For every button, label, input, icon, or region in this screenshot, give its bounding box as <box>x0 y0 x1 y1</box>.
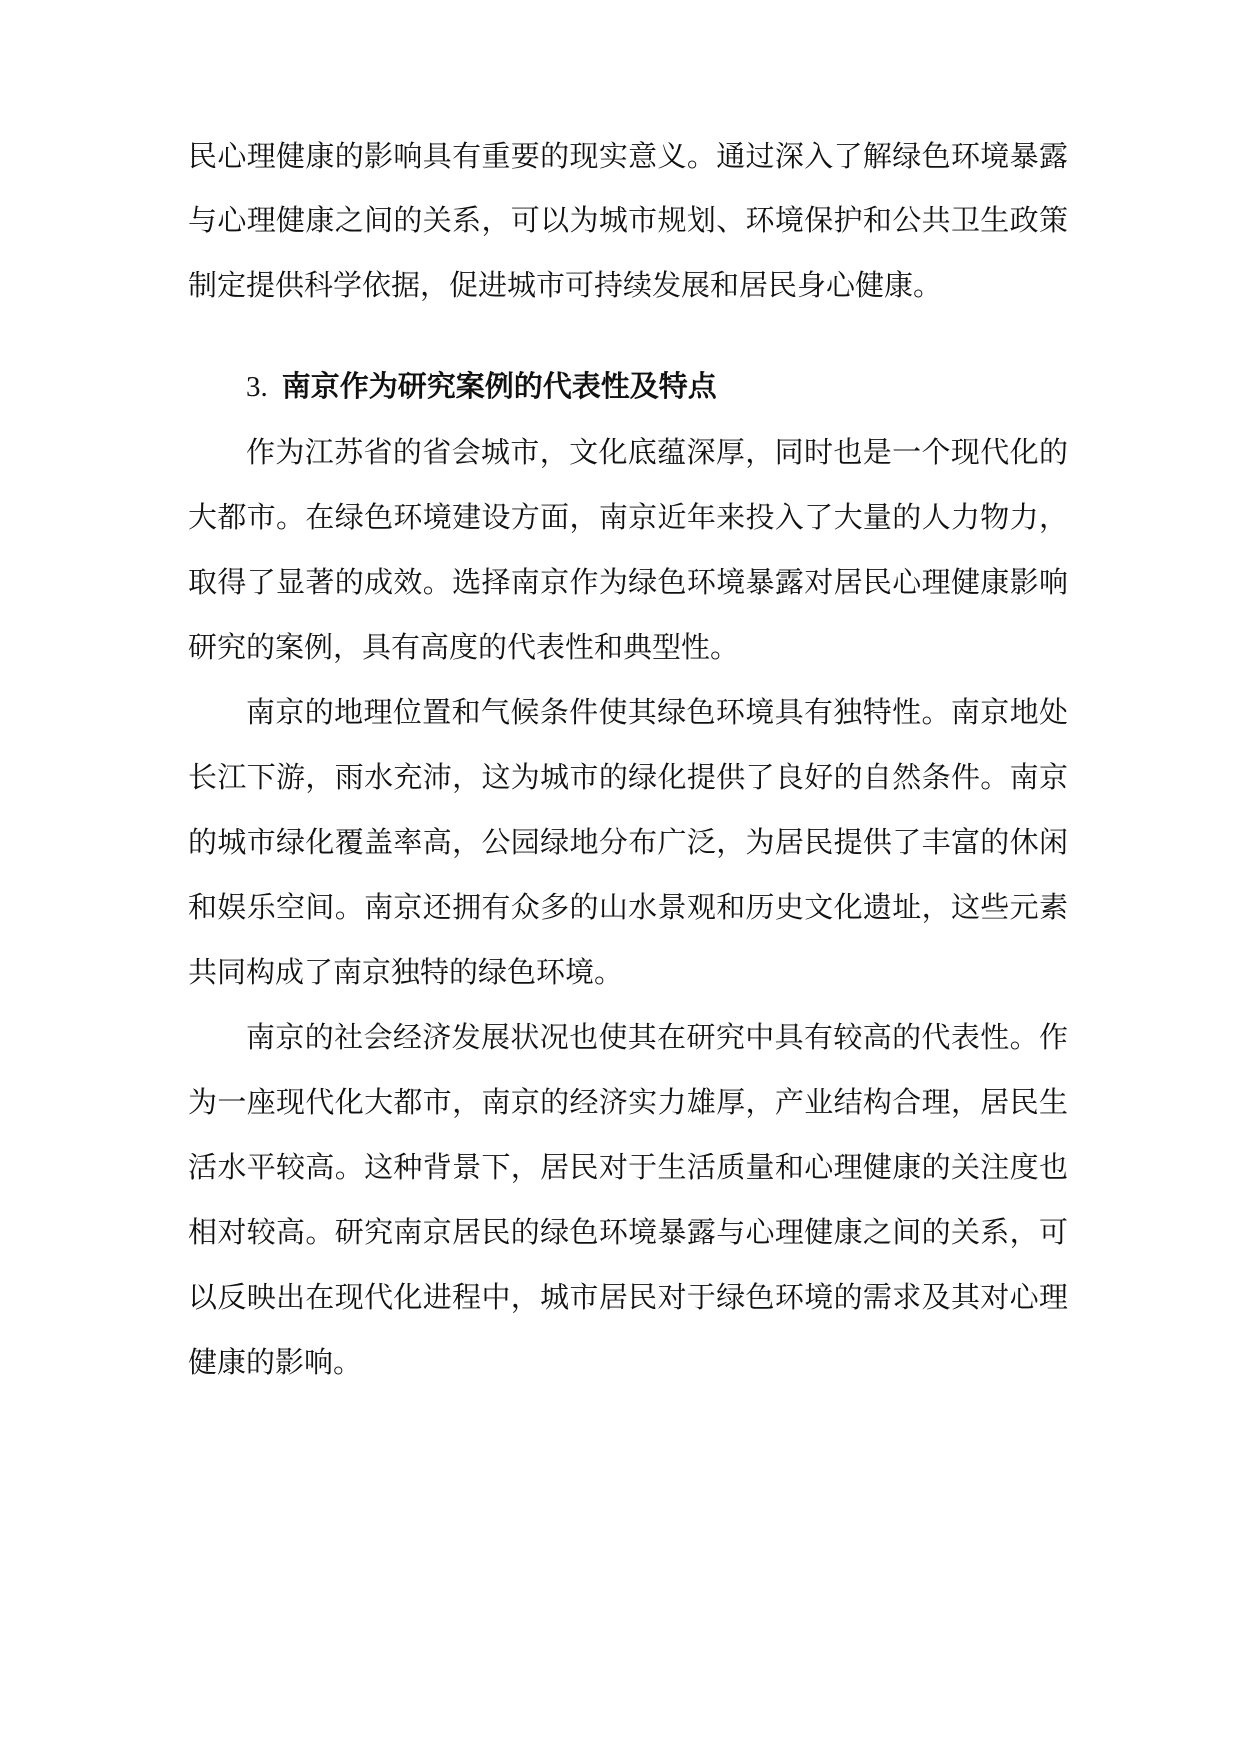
paragraph-line: 以反映出在现代化进程中，城市居民对于绿色环境的需求及其对心理 <box>188 1280 1068 1314</box>
paragraph-line: 制定提供科学依据，促进城市可持续发展和居民身心健康。 <box>188 268 943 302</box>
section-number: 3. <box>246 371 268 403</box>
paragraph-line: 研究的案例，具有高度的代表性和典型性。 <box>188 630 740 664</box>
paragraph-line: 为一座现代化大都市，南京的经济实力雄厚，产业结构合理，居民生 <box>188 1085 1068 1119</box>
paragraph-line: 相对较高。研究南京居民的绿色环境暴露与心理健康之间的关系，可 <box>188 1215 1068 1249</box>
paragraph-line: 南京的社会经济发展状况也使其在研究中具有较高的代表性。作 <box>246 1020 1068 1054</box>
paragraph-line: 作为江苏省的省会城市，文化底蕴深厚，同时也是一个现代化的 <box>246 435 1068 469</box>
paragraph-line: 健康的影响。 <box>188 1345 363 1379</box>
paragraph-line: 长江下游，雨水充沛，这为城市的绿化提供了良好的自然条件。南京 <box>188 760 1068 794</box>
paragraph-line: 民心理健康的影响具有重要的现实意义。通过深入了解绿色环境暴露 <box>188 139 1068 173</box>
paragraph-line: 取得了显著的成效。选择南京作为绿色环境暴露对居民心理健康影响 <box>188 565 1068 599</box>
paragraph-line: 大都市。在绿色环境建设方面，南京近年来投入了大量的人力物力， <box>188 500 1068 534</box>
paragraph-line: 与心理健康之间的关系，可以为城市规划、环境保护和公共卫生政策 <box>188 203 1068 237</box>
section-title: 南京作为研究案例的代表性及特点 <box>281 369 717 403</box>
paragraph-line: 和娱乐空间。南京还拥有众多的山水景观和历史文化遗址，这些元素 <box>188 890 1068 924</box>
paragraph-line: 的城市绿化覆盖率高，公园绿地分布广泛，为居民提供了丰富的休闲 <box>188 825 1068 859</box>
paragraph-line: 南京的地理位置和气候条件使其绿色环境具有独特性。南京地处 <box>246 695 1068 729</box>
paragraph-line: 共同构成了南京独特的绿色环境。 <box>188 955 624 989</box>
paragraph-line: 活水平较高。这种背景下，居民对于生活质量和心理健康的关注度也 <box>188 1150 1068 1184</box>
section-heading <box>246 366 717 407</box>
